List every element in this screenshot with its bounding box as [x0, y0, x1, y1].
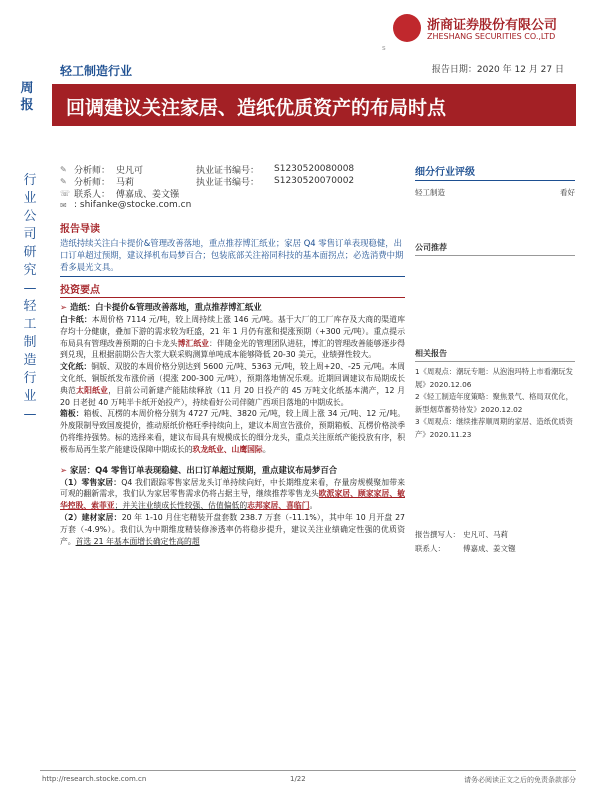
contact-row	[415, 528, 575, 542]
analyst-row	[60, 163, 400, 175]
title-bar	[52, 84, 576, 126]
license-number: S1230520070002	[274, 176, 355, 186]
paragraph-label: （1）零售家居：	[60, 477, 122, 487]
pen-icon: ✎	[60, 164, 67, 174]
analyst-block	[60, 163, 400, 211]
bullet-title: 家居：Q4 零售订单表现稳健、出口订单超过预期，重点建议布局梦百合	[70, 464, 338, 475]
guide-box	[60, 237, 405, 277]
paragraph-text: 首选 21 年基本面增长确定性高的超	[75, 536, 200, 546]
license-label: 执业证书编号：	[196, 165, 260, 176]
analyst-name: 马莉	[116, 177, 135, 188]
contact-label: 联系人：	[415, 544, 445, 553]
page-number: 1/22	[290, 775, 306, 783]
related-item[interactable]: 2《轻工制造年度策略：聚焦景气、格局双优化，新型烟草蓄势待发》2020.12.02	[415, 392, 573, 414]
mail-icon: ✉	[60, 200, 67, 210]
paragraph-text: 铜版、双胶的本周价格分别达到 5600 元/吨、5363 元/吨，较上周+20、-25 元/吨。本周文化纸、铜版纸发布涨价函（提涨 200-300 元/吨），预期落地情况乐观。近期回调建议布局期成长典范	[60, 362, 405, 395]
paragraph-label: （2）建材家居：	[60, 512, 122, 522]
license-label: 执业证书编号：	[196, 177, 260, 188]
rating-heading: 细分行业评级	[415, 163, 575, 181]
related-item[interactable]: 3《周观点：继续推荐顺周期的家居、造纸优质资产》2020.11.23	[415, 417, 573, 439]
brand-logo-icon	[393, 14, 421, 42]
analyst-name: 史凡可	[116, 165, 144, 176]
contact-label: 报告撰写人：	[415, 530, 460, 539]
paragraph-text: 。	[262, 444, 271, 454]
arrow-icon: ➢	[60, 464, 68, 475]
paragraph-label: 文化纸：	[60, 362, 92, 372]
page-mark: s	[382, 44, 386, 52]
report-title: 回调建议关注家居、造纸优质资产的布局时点	[66, 97, 447, 119]
paragraph-label: 箱板：	[60, 409, 84, 419]
contact-box	[415, 528, 575, 556]
report-type-label: 周报	[20, 81, 34, 113]
side-vertical-label: 行业公司研究—轻工制造行业—	[23, 173, 37, 422]
paragraph-text: 。	[309, 501, 318, 511]
paragraph-culture-paper	[60, 361, 405, 408]
highlight-company: 玖龙纸业、山鹰国际	[192, 444, 263, 454]
paragraph-retail-home	[60, 477, 405, 512]
analyst-row	[60, 187, 400, 199]
analyst-row	[60, 175, 400, 187]
related-list	[415, 366, 575, 441]
main-column	[60, 220, 405, 547]
paragraph-text: ，目前公司新建产能陆续释放（11 月 20 日投产的 45 万吨文化纸基本满产，12 月 20 日老挝 40 万吨半卡纸开始投产），持续看好公司伴随广西项目落地的中期成长。	[60, 385, 406, 407]
paragraph-text: 本周价格 7114 元/吨，较上周持续上涨 146 元/吨。基于大厂的工厂库存及大商的渠道库存均十分健康，叠加下游的需求较为旺盛，21 年 1 月仍有涨和提涨预期（+300 元/吨）。重点提示布局具有管理改善预期的白卡龙头	[60, 315, 406, 348]
bullet-heading	[60, 301, 405, 313]
guide-heading: 报告导读	[60, 224, 100, 235]
paragraph-text: Q4 我们跟踪零售家居龙头订单持续向好，中长期维度来看，存量房规模聚加带来可观的翻新需求，我们认为家居零售需求仍将占据主导，继续推荐零售龙头	[60, 477, 405, 499]
analyst-name: 傅嘉成、姜文镪	[116, 189, 180, 200]
related-heading: 相关报告	[415, 348, 575, 362]
paragraph-text: ；并关注业绩成长性较强、估值偏低的	[114, 501, 248, 511]
brand-name-en: ZHESHANG SECURITIES CO.,LTD	[427, 32, 556, 41]
disclaimer-note: 请务必阅读正文之后的免责条款部分	[464, 776, 576, 784]
brand-name-cn: 浙商证券股份有限公司	[427, 18, 558, 33]
footer-divider	[40, 770, 576, 771]
industry-tag: 轻工制造行业	[60, 64, 133, 78]
paragraph-label: 白卡纸：	[60, 315, 92, 324]
contact-row	[415, 542, 575, 556]
contact-value: 傅嘉成、姜文镪	[463, 544, 516, 553]
stocks-heading: 公司推荐	[415, 242, 575, 256]
paragraph-building-home	[60, 512, 405, 547]
analyst-email[interactable]: : shifanke@stocke.com.cn	[74, 200, 192, 210]
paragraph-text: 20 年 1-10 月住宅精装开盘套数 238.7 万套（-11.1%），其中年 10 月开盘 27 万套（-4.9%）。我们认为中期维度精装修渗透率仍将稳步提升，建议关注业绩确定性强的优质资产。	[60, 512, 405, 546]
related-item[interactable]: 1《周观点：潮玩专题：从泡泡玛特上市看潮玩发展》2020.12.06	[415, 367, 573, 389]
arrow-icon: ➢	[60, 302, 68, 312]
brand-logo	[393, 10, 593, 46]
highlight-company: 志邦家居、喜临门	[247, 501, 310, 511]
footer-url[interactable]: http://research.stocke.com.cn	[42, 775, 147, 783]
bullet-title: 造纸：白卡提价&管理改善落地，重点推荐博汇纸业	[70, 302, 262, 312]
rating-industry: 轻工制造	[415, 188, 445, 197]
analyst-role: 分析师：	[74, 177, 111, 188]
user-icon: ☏	[60, 188, 71, 198]
rating-value: 看好	[560, 188, 575, 197]
paragraph-whiteboard	[60, 314, 405, 361]
bullet-heading	[60, 464, 405, 476]
points-heading: 投资要点	[60, 281, 405, 298]
highlight-company: 博汇纸业	[177, 338, 210, 348]
contact-value: 史凡可、马莉	[463, 530, 508, 539]
rating-row	[415, 187, 575, 198]
license-number: S1230520080008	[274, 164, 355, 174]
highlight-company: 太阳纸业	[76, 385, 109, 395]
paragraph-text: ：伴随金光的管理团队进驻，博汇的管理改善能够逐步得到兑现，且根据前期公告大浆大联采购测算单吨成本能够降低 20-30 美元，业绩弹性较大。	[60, 338, 406, 360]
report-date: 报告日期：2020 年 12 月 27 日	[431, 65, 564, 75]
right-sidebar	[415, 163, 575, 441]
analyst-row	[60, 199, 400, 211]
analyst-role: 联系人：	[74, 189, 111, 200]
pen-icon: ✎	[60, 176, 67, 186]
highlight-company: 欧派家居、顾家家居、敏华控股、索菲亚	[60, 489, 405, 511]
paragraph-boxboard	[60, 408, 405, 455]
guide-text: 造纸持续关注白卡提价&管理改善落地，重点推荐博汇纸业；家居 Q4 零售订单表现稳健，出口订单超过预期，建议择机布局梦百合；包装底部关注裕同科技的基本面拐点；必选消费中期看多晨光文具。	[60, 238, 404, 272]
paragraph-text: 箱板、瓦楞的本周价格分别为 4727 元/吨、3820 元/吨，较上周上涨 34 元/吨、12 元/吨。外废限制导致国废提价，推动原纸价格旺季持续向上，建议本周宣告涨价，预期箱板、瓦楞价格淡季仍将维持强势。标的选择来看，建议布局具有规模成长的细分龙头，重点关注原纸产能投放有序，积极布局再生浆产能建设保障中期成长的	[60, 409, 405, 454]
stocks-box	[415, 256, 575, 326]
analyst-role: 分析师：	[74, 165, 111, 176]
